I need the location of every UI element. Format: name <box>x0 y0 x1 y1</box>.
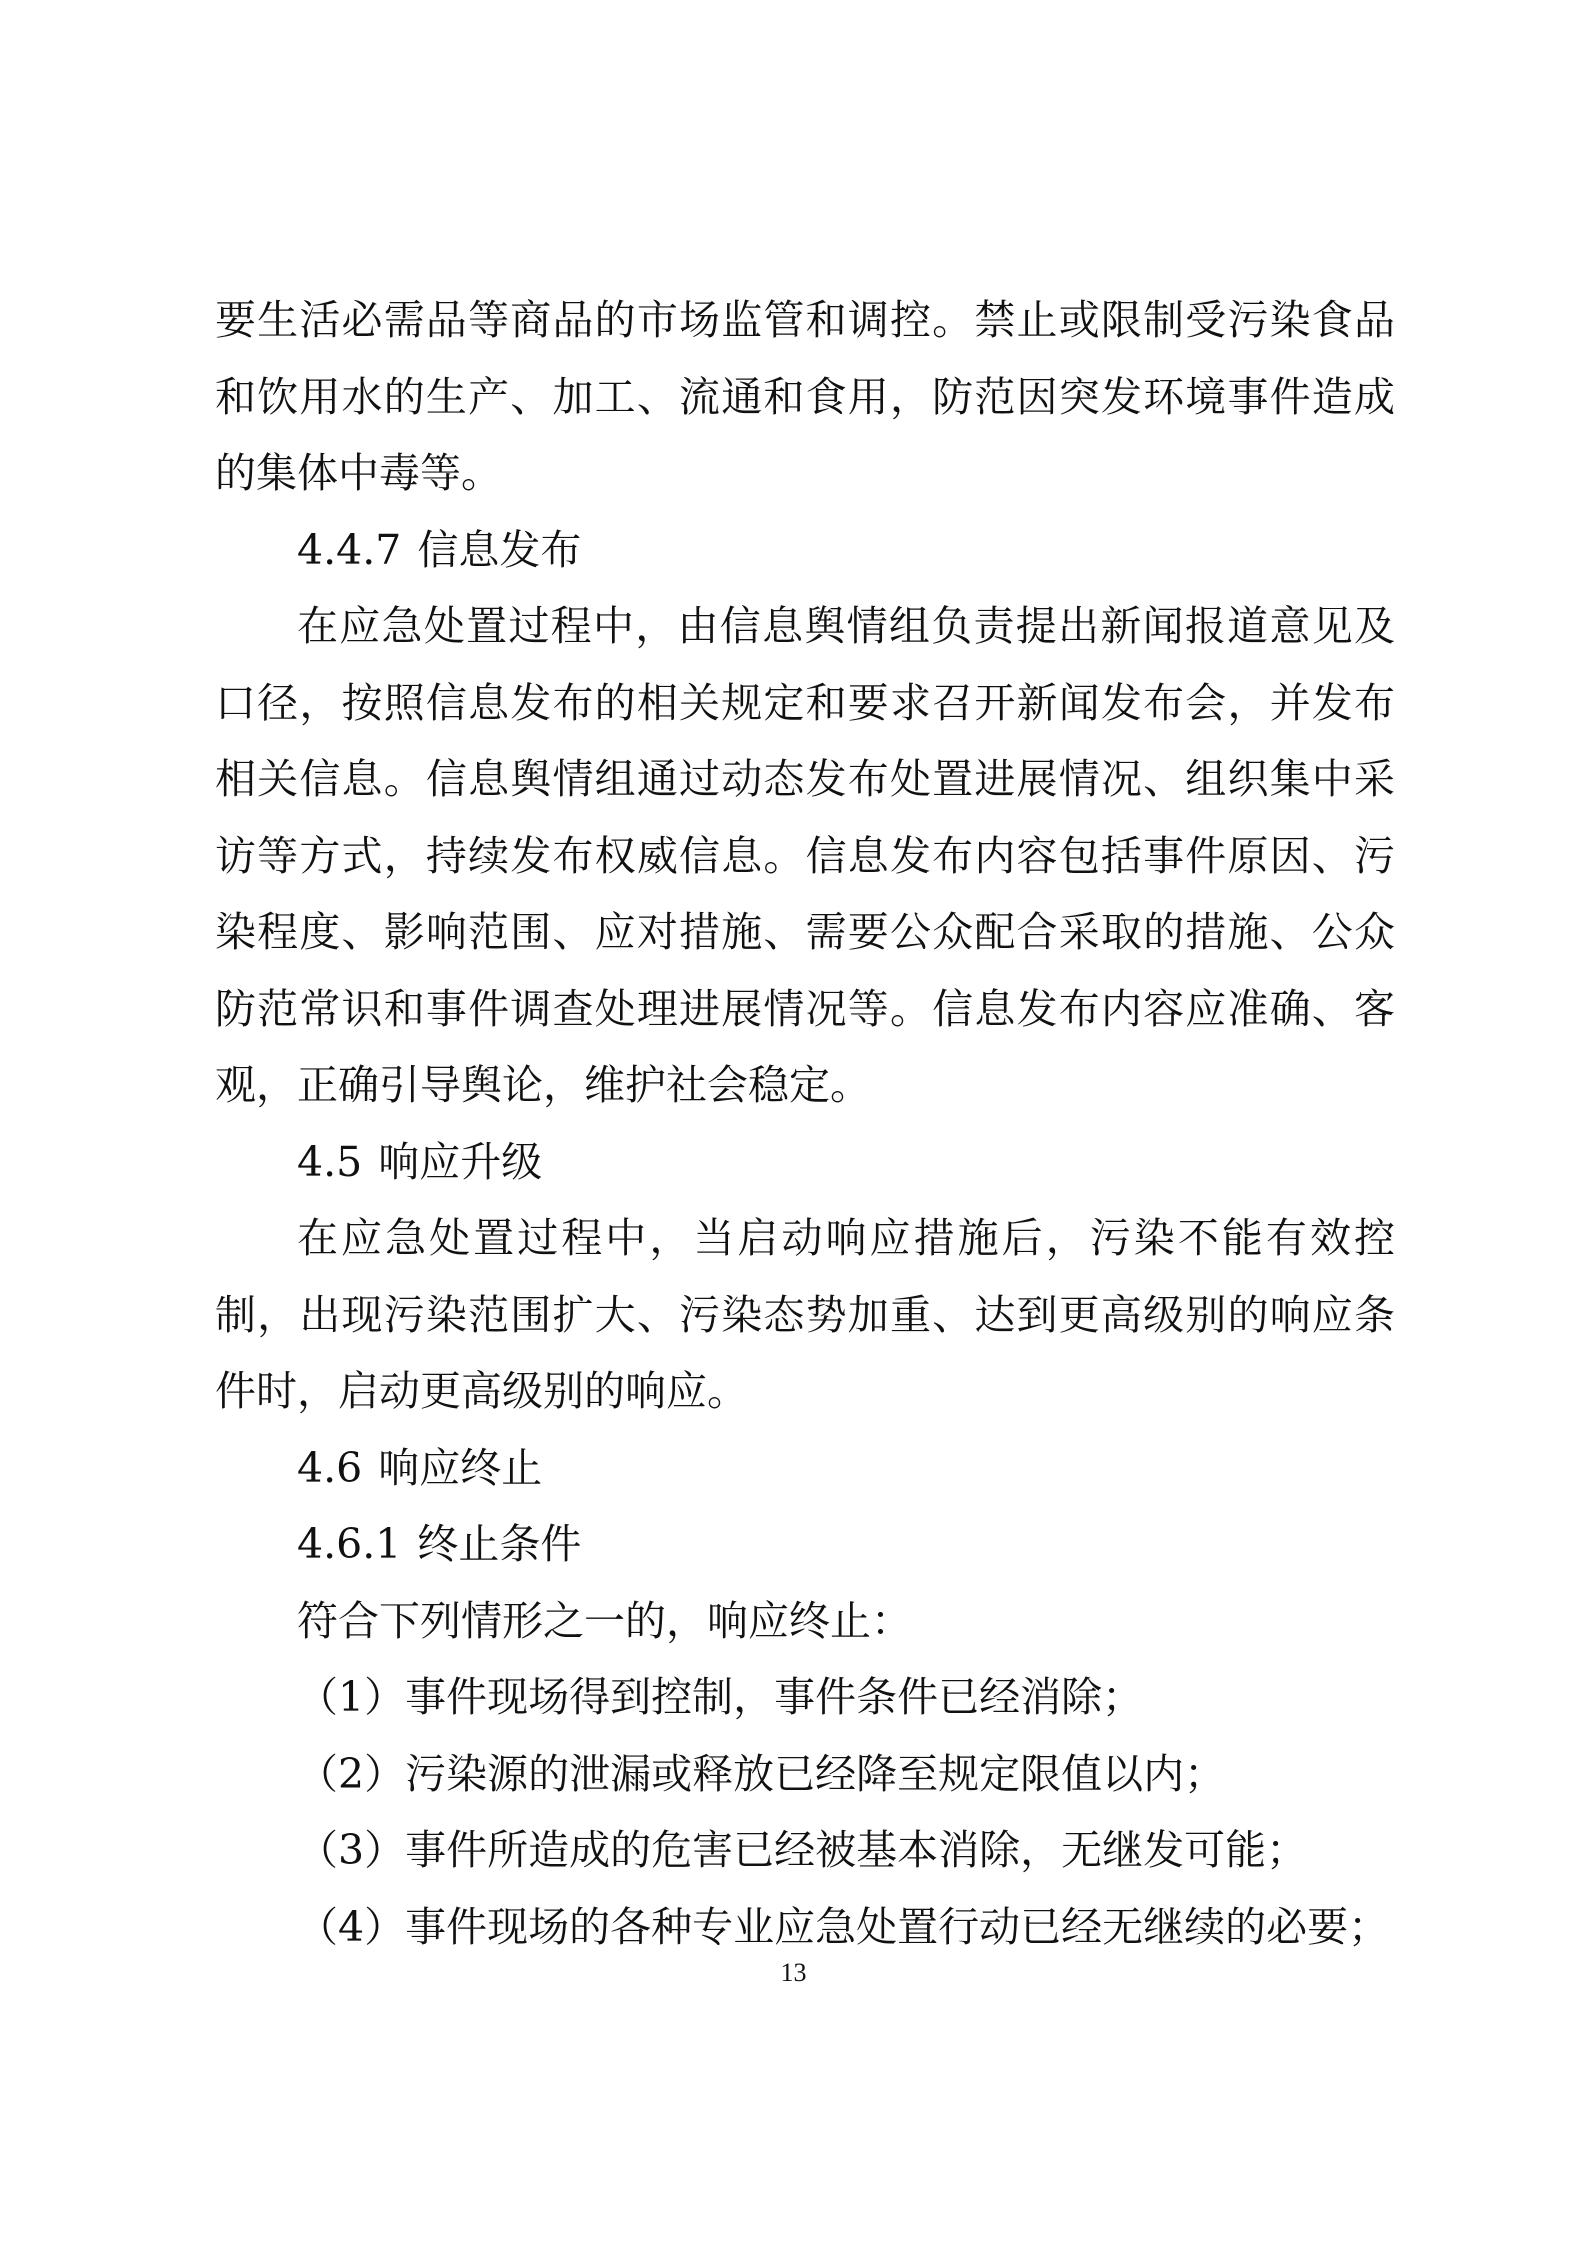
list-item: （3）事件所造成的危害已经被基本消除，无继发可能； <box>297 1826 1308 1874</box>
section-heading-4-6-1 <box>215 1506 1395 1583</box>
section-title: 终止条件 <box>417 1520 582 1568</box>
page-content <box>215 282 1395 1965</box>
paragraph-response-upgrade: 在应急处置过程中，当启动响应措施后，污染不能有效控制，出现污染范围扩大、污染态势加重、达到更高级别的响应条件时，启动更高级别的响应。 <box>215 1214 1395 1415</box>
section-heading-4-5 <box>215 1124 1395 1201</box>
list-item: （1）事件现场得到控制，事件条件已经消除； <box>297 1673 1144 1721</box>
section-title: 响应升级 <box>378 1137 543 1186</box>
list-item: （2）污染源的泄漏或释放已经降至规定限值以内； <box>297 1749 1226 1798</box>
page-number: 13 <box>780 1958 807 1987</box>
paragraph-continued: 要生活必需品等商品的市场监管和调控。禁止或限制受污染食品和饮用水的生产、加工、流通和食用，防范因突发环境事件造成的集体中毒等。 <box>215 296 1395 497</box>
paragraph-info-release: 在应急处置过程中，由信息舆情组负责提出新闻报道意见及口径，按照信息发布的相关规定和要求召开新闻发布会，并发布相关信息。信息舆情组通过动态发布处置进展情况、组织集中采访等方式，持续发布权威信息。信息发布内容包括事件原因、污染程度、影响范围、应对措施、需要公众配合采取的措施、公众防范常识和事件调查处理进展情况等。信息发布内容应准确、客观，正确引导舆论，维护社会稳定。 <box>215 602 1395 1109</box>
list-item: （4）事件现场的各种专业应急处置行动已经无继续的必要； <box>297 1902 1390 1951</box>
section-heading-4-4-7 <box>215 512 1395 589</box>
section-number: 4.6 <box>297 1443 363 1492</box>
section-title: 信息发布 <box>417 525 582 574</box>
paragraph-termination-intro: 符合下列情形之一的，响应终止： <box>297 1596 912 1645</box>
section-title: 响应终止 <box>378 1443 543 1492</box>
section-number: 4.4.7 <box>297 525 402 574</box>
section-number: 4.5 <box>297 1137 363 1186</box>
section-heading-4-6 <box>215 1430 1395 1507</box>
section-number: 4.6.1 <box>297 1520 402 1568</box>
